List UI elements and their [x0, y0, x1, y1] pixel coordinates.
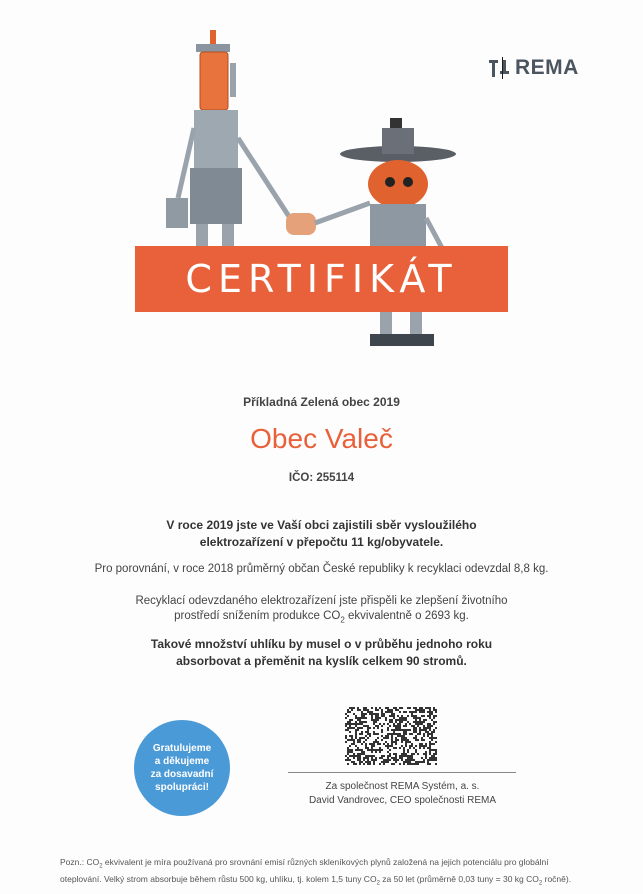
seal-line-2: a děkujeme	[154, 756, 210, 767]
paragraph-collection-line-2: elektrozařízení v přepočtu 11 kg/obyvatele.	[199, 535, 444, 549]
paragraph-co2-line-1: Recyklací odevzdaného elektrozařízení jste přispěli ke zlepšení životního	[135, 595, 508, 607]
co2-text-b: ekvivalentně o 2693 kg.	[344, 610, 469, 622]
paragraph-collection-line-1: V roce 2019 jste ve Vaší obci zajistili sběr vysloužilého	[166, 518, 477, 532]
footer-text-a: Pozn.: CO	[60, 857, 100, 867]
logo-text: REMA	[515, 56, 579, 79]
paragraph-trees-line-2: absorbovat a přeměnit na kyslík celkem 90 stromů.	[176, 654, 467, 668]
paragraph-collection	[0, 517, 643, 551]
signature-line	[288, 772, 516, 773]
paragraph-co2	[0, 594, 643, 627]
recipient-name: Obec Valeč	[250, 423, 393, 454]
thank-you-seal	[134, 720, 230, 816]
robots-handshake-illustration	[130, 18, 530, 378]
recipient-ico: IČO: 255114	[288, 472, 355, 484]
footer-text-b: ekvivalent je míra používaná pro srovnání emisí různých skleníkových plynů založená na jejich potenciálu pro globální oteplování. Velký strom absorbuje během růstu 500 kg, uhlíku, tj. kolem 1,5 tuny CO	[60, 857, 549, 884]
co2-text-a: prostředí snížením produkce CO	[174, 610, 341, 622]
seal-line-1: Gratulujeme	[152, 743, 212, 754]
banner-title: CERTIFIKÁT	[185, 257, 458, 301]
footer-sub-3: 2	[538, 880, 543, 887]
co2-subscript: 2	[340, 615, 345, 625]
award-subtitle: Příkladná Zelená obec 2019	[243, 395, 400, 409]
signature-person: David Vandrovec, CEO společnosti REMA	[308, 795, 497, 806]
paragraph-comparison: Pro porovnání, v roce 2018 průměrný občan České republiky k recyklaci odevzdal 8,8 kg.	[94, 563, 549, 575]
footer-note	[60, 856, 590, 889]
signature-company: Za společnost REMA Systém, a. s.	[325, 781, 480, 792]
paragraph-trees-line-1: Takové množství uhlíku by musel o v průběhu jednoho roku	[150, 637, 493, 651]
seal-line-3: za dosavadní	[150, 769, 214, 780]
seal-line-4: spolupráci!	[155, 782, 209, 793]
paragraph-trees	[0, 636, 643, 670]
certificate-banner	[135, 246, 508, 312]
footer-text-c: za 50 let (průměrně 0,03 tuny = 30 kg CO	[379, 873, 539, 884]
footer-sub-1: 2	[99, 863, 103, 870]
footer-sub-2: 2	[376, 880, 380, 887]
footer-text-d: ročně).	[542, 873, 572, 884]
paragraph-co2-line-2	[0, 609, 643, 627]
signature-qr-icon	[345, 707, 437, 765]
